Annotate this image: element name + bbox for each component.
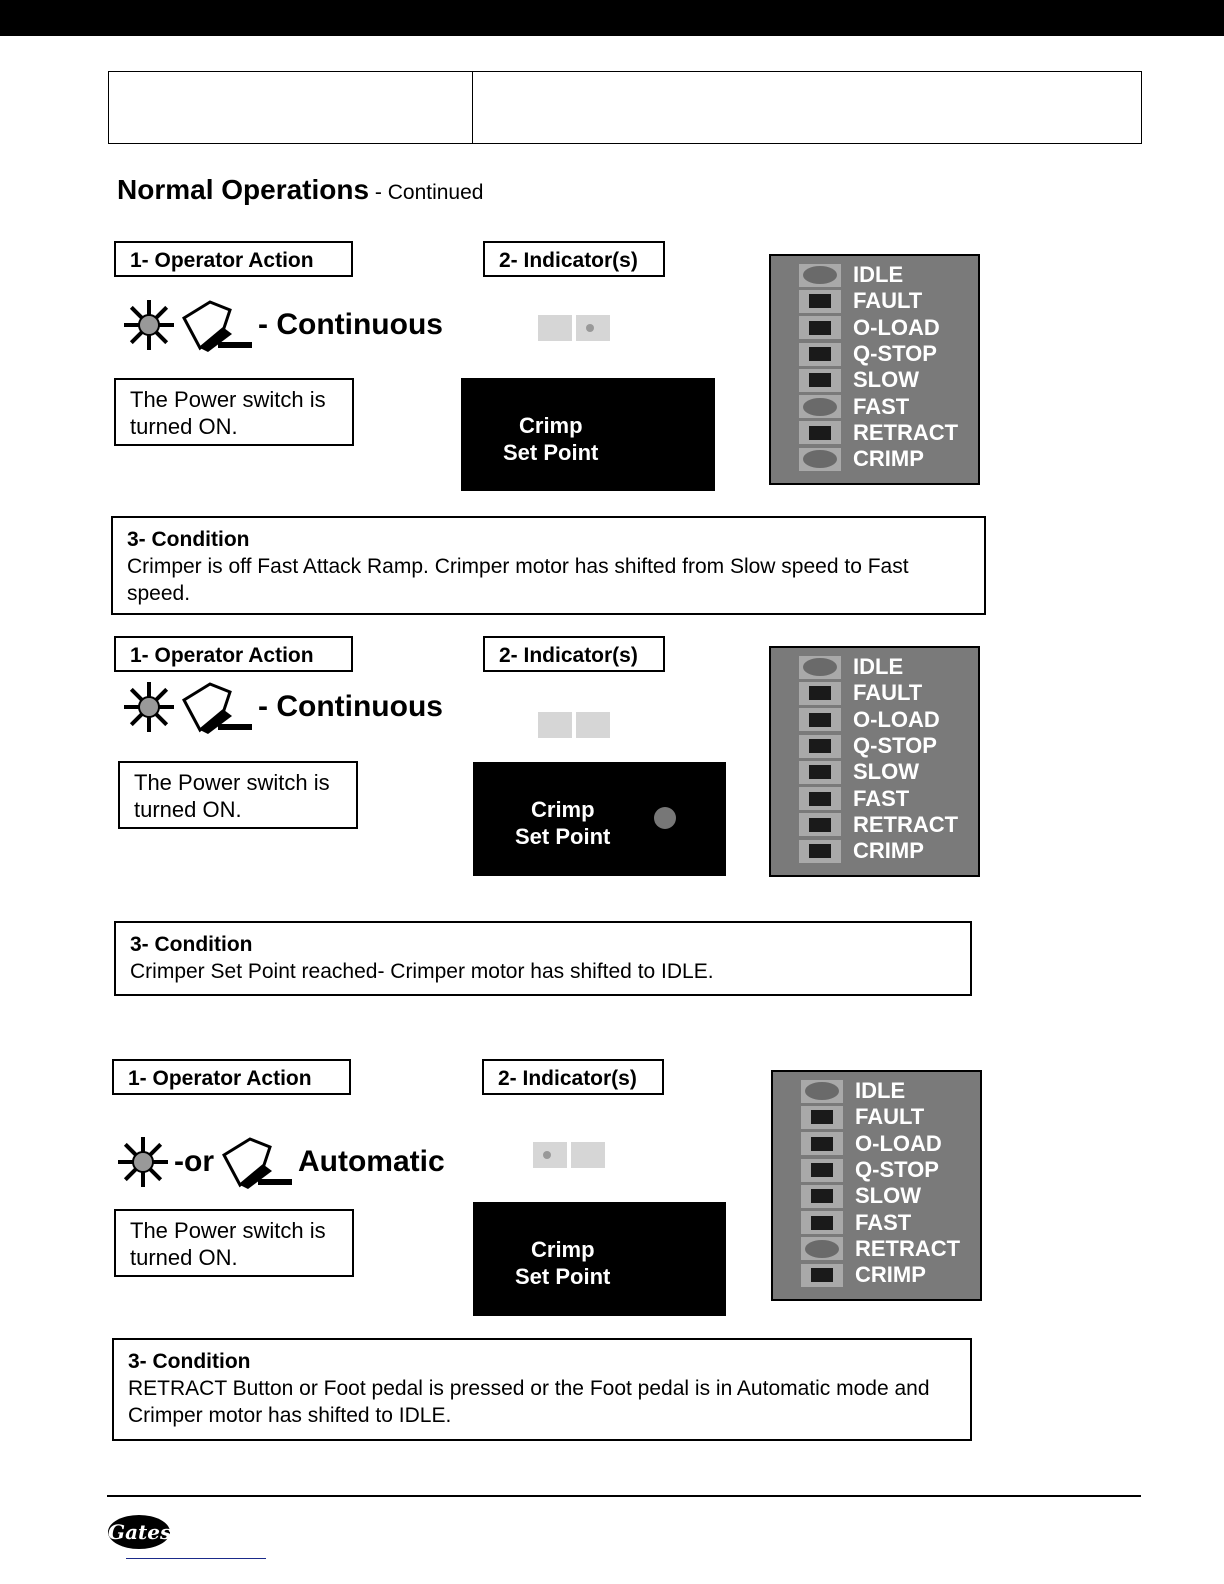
condition-label: 3- Condition [127,528,250,551]
foot-pedal-icon [220,1135,292,1189]
condition-text: Crimper Set Point reached- Crimper motor has shifted to IDLE. [130,960,714,983]
display-line: Set Point [515,1264,611,1289]
status-led [799,813,841,836]
header-divider [472,71,473,143]
status-led [801,1132,843,1155]
operator-action-label: 1- Operator Action [114,241,353,277]
status-led [799,840,841,863]
status-row [799,420,978,446]
or-text: -or [174,1145,214,1178]
header-table [108,71,1142,144]
status-led [799,395,841,418]
status-label: Q-STOP [853,733,937,759]
status-led [799,290,841,313]
status-label: SLOW [853,367,919,393]
status-label: RETRACT [853,811,959,837]
status-panel [769,254,980,485]
condition-text: RETRACT Button or Foot pedal is pressed or the Foot pedal is in Automatic mode and Crimper motor has shifted to IDLE. [128,1377,930,1427]
status-label: O-LOAD [855,1130,942,1156]
condition-label: 3- Condition [128,1350,251,1373]
status-led [799,343,841,366]
status-panel [769,646,980,877]
indicator-block [571,1142,605,1168]
status-label: O-LOAD [853,706,940,732]
status-label: RETRACT [853,419,959,445]
display-line: Crimp [531,797,595,822]
crimp-set-point-display [473,762,726,876]
status-row [799,446,978,472]
retract-button-icon [118,1135,168,1189]
indicator-lights [533,1142,605,1168]
indicators-label: 2- Indicator(s) [483,636,665,672]
status-label: IDLE [853,654,904,680]
status-row [799,288,978,314]
status-label: Q-STOP [855,1157,939,1183]
mode-text: Automatic [298,1145,445,1178]
status-led [799,708,841,731]
mode-text: - Continuous [258,308,443,341]
display-line: Set Point [515,824,611,849]
display-dot [654,807,676,829]
status-led [799,448,841,471]
retract-button-icon [124,298,174,352]
status-led [799,787,841,810]
status-led [799,735,841,758]
status-panel [771,1070,982,1301]
condition-box [114,921,972,996]
status-label: FAULT [855,1104,925,1130]
status-row [801,1209,980,1235]
condition-note: The Power switch is turned ON. [118,761,358,829]
status-label: FAST [853,785,910,811]
condition-box [112,1338,972,1441]
status-label: RETRACT [855,1235,961,1261]
status-label: FAST [853,393,910,419]
indicator-lights [538,315,610,341]
status-led [801,1264,843,1287]
status-led [799,656,841,679]
status-label: FAULT [853,288,923,314]
status-row [799,785,978,811]
foot-pedal-icon [180,298,252,352]
status-row [799,654,978,680]
status-led [799,421,841,444]
indicator-block [538,712,572,738]
operator-action [124,680,443,734]
status-label: CRIMP [855,1262,926,1288]
condition-note: The Power switch is turned ON. [114,1209,354,1277]
crimp-set-point-display [473,1202,726,1316]
condition-box [111,516,986,615]
status-row [801,1078,980,1104]
status-row [799,759,978,785]
status-led [801,1237,843,1260]
status-row [799,341,978,367]
status-label: FAULT [853,680,923,706]
display-line: Crimp [519,413,583,438]
status-led [799,316,841,339]
status-led [799,682,841,705]
operator-action [124,298,443,352]
page-title: Normal Operations - Continued [117,174,484,205]
mode-text: - Continuous [258,690,443,723]
condition-text: Crimper is off Fast Attack Ramp. Crimper motor has shifted from Slow speed to Fast speed. [127,555,909,605]
status-row [799,812,978,838]
status-label: Q-STOP [853,341,937,367]
indicator-block [538,315,572,341]
status-row [801,1262,980,1288]
status-row [801,1236,980,1262]
status-label: CRIMP [853,446,924,472]
operator-action-label: 1- Operator Action [114,636,353,672]
condition-note: The Power switch is turned ON. [114,378,354,446]
status-led [801,1211,843,1234]
status-led [801,1185,843,1208]
status-label: SLOW [853,759,919,785]
footer-divider [107,1495,1141,1497]
status-label: CRIMP [853,838,924,864]
status-row [799,733,978,759]
status-row [799,262,978,288]
status-row [799,707,978,733]
retract-button-icon [124,680,174,734]
crimp-set-point-display [461,378,715,491]
status-label: IDLE [855,1078,906,1104]
status-row [801,1131,980,1157]
indicator-block [576,315,610,341]
status-row [799,838,978,864]
status-row [799,393,978,419]
status-label: IDLE [853,262,904,288]
status-led [799,369,841,392]
status-label: O-LOAD [853,314,940,340]
status-led [801,1159,843,1182]
top-bar [0,0,1224,36]
status-led [801,1080,843,1103]
indicators-label: 2- Indicator(s) [483,241,665,277]
display-line: Crimp [531,1237,595,1262]
status-label: FAST [855,1209,912,1235]
status-led [799,761,841,784]
operator-action-label: 1- Operator Action [112,1059,351,1095]
indicators-label: 2- Indicator(s) [482,1059,664,1095]
status-row [799,367,978,393]
footer-link-line [126,1558,266,1559]
operator-action [118,1135,445,1189]
status-label: SLOW [855,1183,921,1209]
status-row [799,315,978,341]
status-row [799,680,978,706]
status-led [801,1106,843,1129]
indicator-lights [538,712,610,738]
indicator-block [576,712,610,738]
indicator-block [533,1142,567,1168]
status-row [801,1183,980,1209]
foot-pedal-icon [180,680,252,734]
status-row [801,1104,980,1130]
condition-label: 3- Condition [130,933,253,956]
status-led [799,264,841,287]
display-line: Set Point [503,440,599,465]
status-row [801,1157,980,1183]
gates-logo: Gates [108,1515,170,1549]
